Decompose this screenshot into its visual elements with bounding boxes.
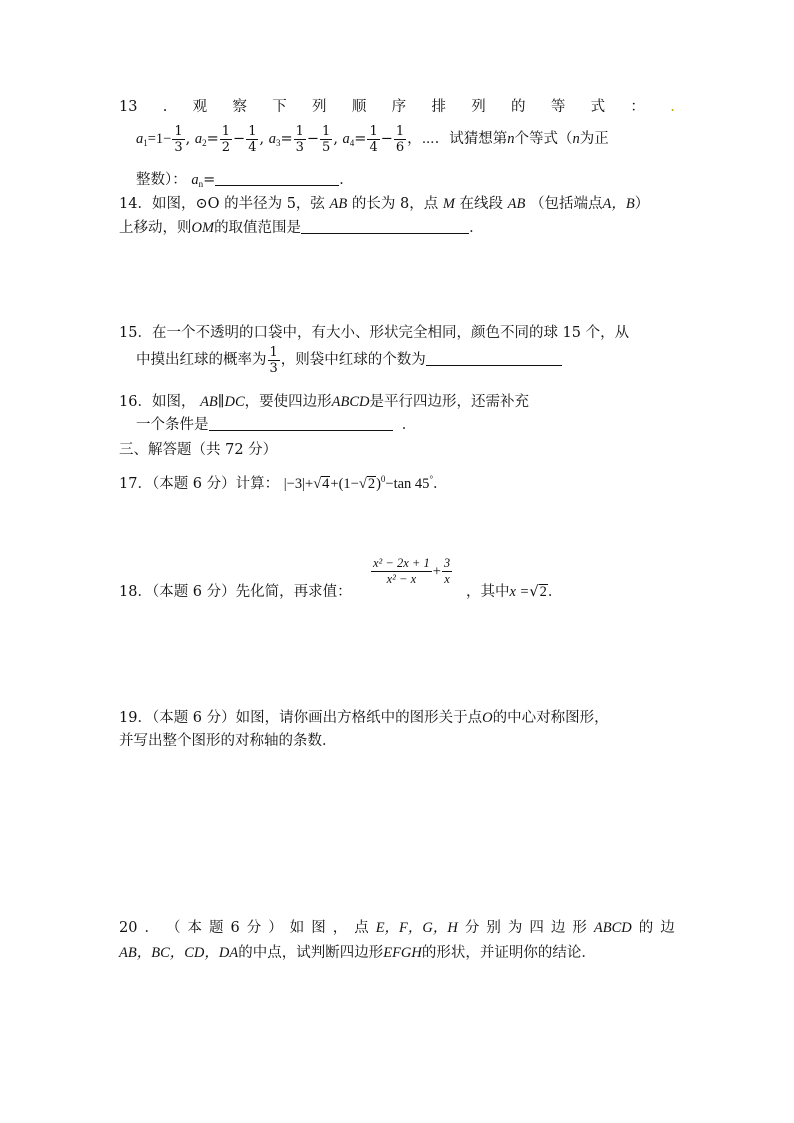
q13-char: 下 xyxy=(272,99,287,115)
q15-text: 15．在一个不透明的口袋中，有大小、形状完全相同，颜色不同的球 15 个，从 xyxy=(119,325,630,341)
q13-a2-frac2: $\frac{1}{4}$ xyxy=(248,123,257,155)
q17-text: 17．（本题 6 分）计算： xyxy=(119,476,280,492)
q13-char: ： xyxy=(630,99,645,115)
q13-answer-blank[interactable] xyxy=(215,171,339,186)
q18-frac-main: $\frac{\text{x² − 2x + 1}}{\text{x² − x}}$ xyxy=(373,556,430,586)
section-heading xyxy=(119,440,277,460)
q16-line2 xyxy=(136,415,416,435)
q20-char: 如 xyxy=(289,920,305,936)
q13-an-eq: = xyxy=(203,172,216,188)
q20-line2 xyxy=(119,943,596,963)
q20-char: ． xyxy=(144,920,159,936)
q20-char: 别 xyxy=(486,920,501,936)
q13-a1-frac: $\frac{1}{3}$ xyxy=(174,123,183,155)
q13-char: 的 xyxy=(511,99,526,115)
q19-line1 xyxy=(119,708,609,728)
q18-frac-3x: $\frac{3}{x}$ xyxy=(443,556,451,586)
q15-line2 xyxy=(136,343,562,377)
q14-text: 的取值范围是 xyxy=(214,220,302,236)
q19-o: O xyxy=(482,710,493,726)
q16-text: 是平行四边形，还需补充 xyxy=(369,394,529,410)
q20-line1 xyxy=(119,918,675,938)
q18-sqrt: 2 xyxy=(539,584,547,600)
q20-char: 题 xyxy=(208,920,224,936)
q14-m: M xyxy=(442,196,455,212)
q14-ab: AB xyxy=(329,196,348,212)
q15-text: 中摸出红球的概率为 xyxy=(136,352,267,368)
q14-text: 在线段 xyxy=(459,196,504,212)
q16-answer-blank[interactable] xyxy=(209,416,393,431)
q20-char: 6 xyxy=(230,920,240,936)
q13-char: 序 xyxy=(391,99,407,115)
q14-ends: A，B xyxy=(602,196,635,212)
q18-condition: ，其中x =√2． xyxy=(466,584,563,600)
q20-char: 分 xyxy=(246,920,262,936)
q13-a1-eq: =1− xyxy=(147,131,172,147)
q13-n: n xyxy=(507,131,515,147)
q20-efgh: EFGH xyxy=(383,945,422,961)
q13-end: ． xyxy=(339,172,354,188)
q20-abcd: ABCD xyxy=(593,920,632,936)
q14-text: 的长为 8，点 xyxy=(351,196,439,212)
q13-char: 观 xyxy=(192,99,208,115)
q20-text: 的中点，试判断四边形 xyxy=(238,945,384,961)
q19-text: 19．（本题 6 分）如图，请你画出方格纸中的图形关于点 xyxy=(119,710,483,726)
q20-points: E，F，G，H xyxy=(375,920,458,936)
q16-text: ． xyxy=(401,417,417,433)
q14-ab: AB xyxy=(507,196,526,212)
q20-sides: AB，BC，CD，DA xyxy=(119,945,239,961)
q16-parallel: AB∥DC xyxy=(200,394,245,410)
q13-a4-frac2: $\frac{1}{6}$ xyxy=(395,123,405,155)
q20-char: 边 xyxy=(550,920,566,936)
q20-char: 20 xyxy=(119,920,138,936)
q13-char: 等 xyxy=(550,99,566,115)
q13-a2-frac1: $\frac{1}{2}$ xyxy=(221,123,231,155)
q14-line2 xyxy=(119,218,484,238)
q19-line2 xyxy=(119,731,337,751)
q14-text: 14．如图，⊙O 的半径为 5，弦 xyxy=(119,196,325,212)
q14-answer-blank[interactable] xyxy=(301,219,469,234)
q20-char: ， xyxy=(332,920,348,936)
q18-expression xyxy=(370,556,453,587)
q13-number: 13 xyxy=(119,99,138,115)
q13-char: . xyxy=(670,99,675,115)
q18-text: ，其中 xyxy=(466,584,510,600)
q13-prefix: 整数）： xyxy=(136,172,187,188)
q13-a1: $a_1$ xyxy=(136,131,148,148)
q15-frac: $\frac{1}{3}$ xyxy=(269,344,278,376)
q19-text: 的中心对称图形， xyxy=(492,710,609,726)
q15-text: ，则袋中红球的个数为 xyxy=(280,352,426,368)
q20-char: 形 xyxy=(572,920,587,936)
q13-line2: $a_1=1-$ $\frac{1}{3}$ , $a_2=$ $\frac{1}{2}$ − $\frac{1}{4}$ , $a_3=$ $\frac{1}{3}$ − $\frac{1}{5}$ , $a_4=$ $\frac{1}{4}$ − $\frac{1}{6}$ ，⋯．试猜想第n个等式（n为正 xyxy=(136,123,609,155)
q13-char: . xyxy=(162,99,168,115)
q20-char: （ xyxy=(165,920,181,936)
q19-text: 并写出整个图形的对称轴的条数． xyxy=(119,733,337,749)
q14-text: ） xyxy=(634,196,650,212)
q15-line1 xyxy=(119,323,629,343)
q13-char: 列 xyxy=(312,99,327,115)
q14-line1 xyxy=(119,194,649,214)
q18-text: 18．（本题 6 分）先化简，再求值： xyxy=(119,584,352,600)
q20-char: 四 xyxy=(529,920,544,936)
q13-tail: ，⋯．试猜想第 xyxy=(407,131,508,147)
q13-char: 察 xyxy=(232,99,247,115)
q20-char: 为 xyxy=(507,920,523,936)
q18-prefix-line xyxy=(119,582,352,602)
q17-line xyxy=(119,469,448,494)
q13-tail3: 为正 xyxy=(579,131,609,147)
q20-char: 的 xyxy=(638,920,654,936)
q16-line1 xyxy=(119,392,529,412)
q13-tail2: 个等式（ xyxy=(514,131,573,147)
q13-a3-frac2: $\frac{1}{5}$ xyxy=(322,123,331,155)
q13-a2: $a_2$ xyxy=(194,131,207,148)
q13-line3 xyxy=(136,170,354,194)
q13-char: 式 xyxy=(590,99,606,115)
q20-text: 的形状，并证明你的结论． xyxy=(421,945,596,961)
q16-abcd: ABCD xyxy=(331,394,370,410)
q16-text: ，要使四边形 xyxy=(244,394,332,410)
q17-text: ． xyxy=(433,476,448,492)
q20-char: 本 xyxy=(187,920,202,936)
q18-text: ． xyxy=(547,584,563,600)
q14-om: OM xyxy=(191,220,215,236)
q16-text: 一个条件是 xyxy=(136,417,209,433)
q13-char: 排 xyxy=(431,99,446,115)
q17-expression: $|-3|+√4+(1-√2)^0-\tan$ 45° xyxy=(283,474,434,492)
q15-answer-blank[interactable] xyxy=(426,351,562,366)
q14-text: 上移动，则 xyxy=(119,220,192,236)
q20-char: ） xyxy=(268,920,283,936)
q16-text: 16．如图， xyxy=(119,394,196,410)
q13-a3-frac1: $\frac{1}{3}$ xyxy=(295,123,304,155)
q13-char: 顺 xyxy=(351,99,367,115)
q13-a4: $a_4$ xyxy=(342,131,355,148)
q14-text: ． xyxy=(469,220,484,236)
q20-char: 点 xyxy=(354,920,369,936)
q20-char: 分 xyxy=(464,920,480,936)
q18-plus: + xyxy=(432,563,441,580)
q20-char: 图 xyxy=(311,920,326,936)
q13-line1 xyxy=(119,97,675,117)
q13-a3: $a_3$ xyxy=(268,131,281,148)
q14-text: （包括端点 xyxy=(529,196,603,212)
q20-char: 边 xyxy=(660,920,675,936)
q13-an: $a_n$ xyxy=(191,172,204,189)
section-title: 三、解答题（共 72 分） xyxy=(119,442,278,458)
q18-x: x = xyxy=(509,584,530,600)
q13-a4-frac1: $\frac{1}{4}$ xyxy=(369,123,378,155)
q13-char: 列 xyxy=(471,99,486,115)
q13-n: n xyxy=(572,131,580,147)
